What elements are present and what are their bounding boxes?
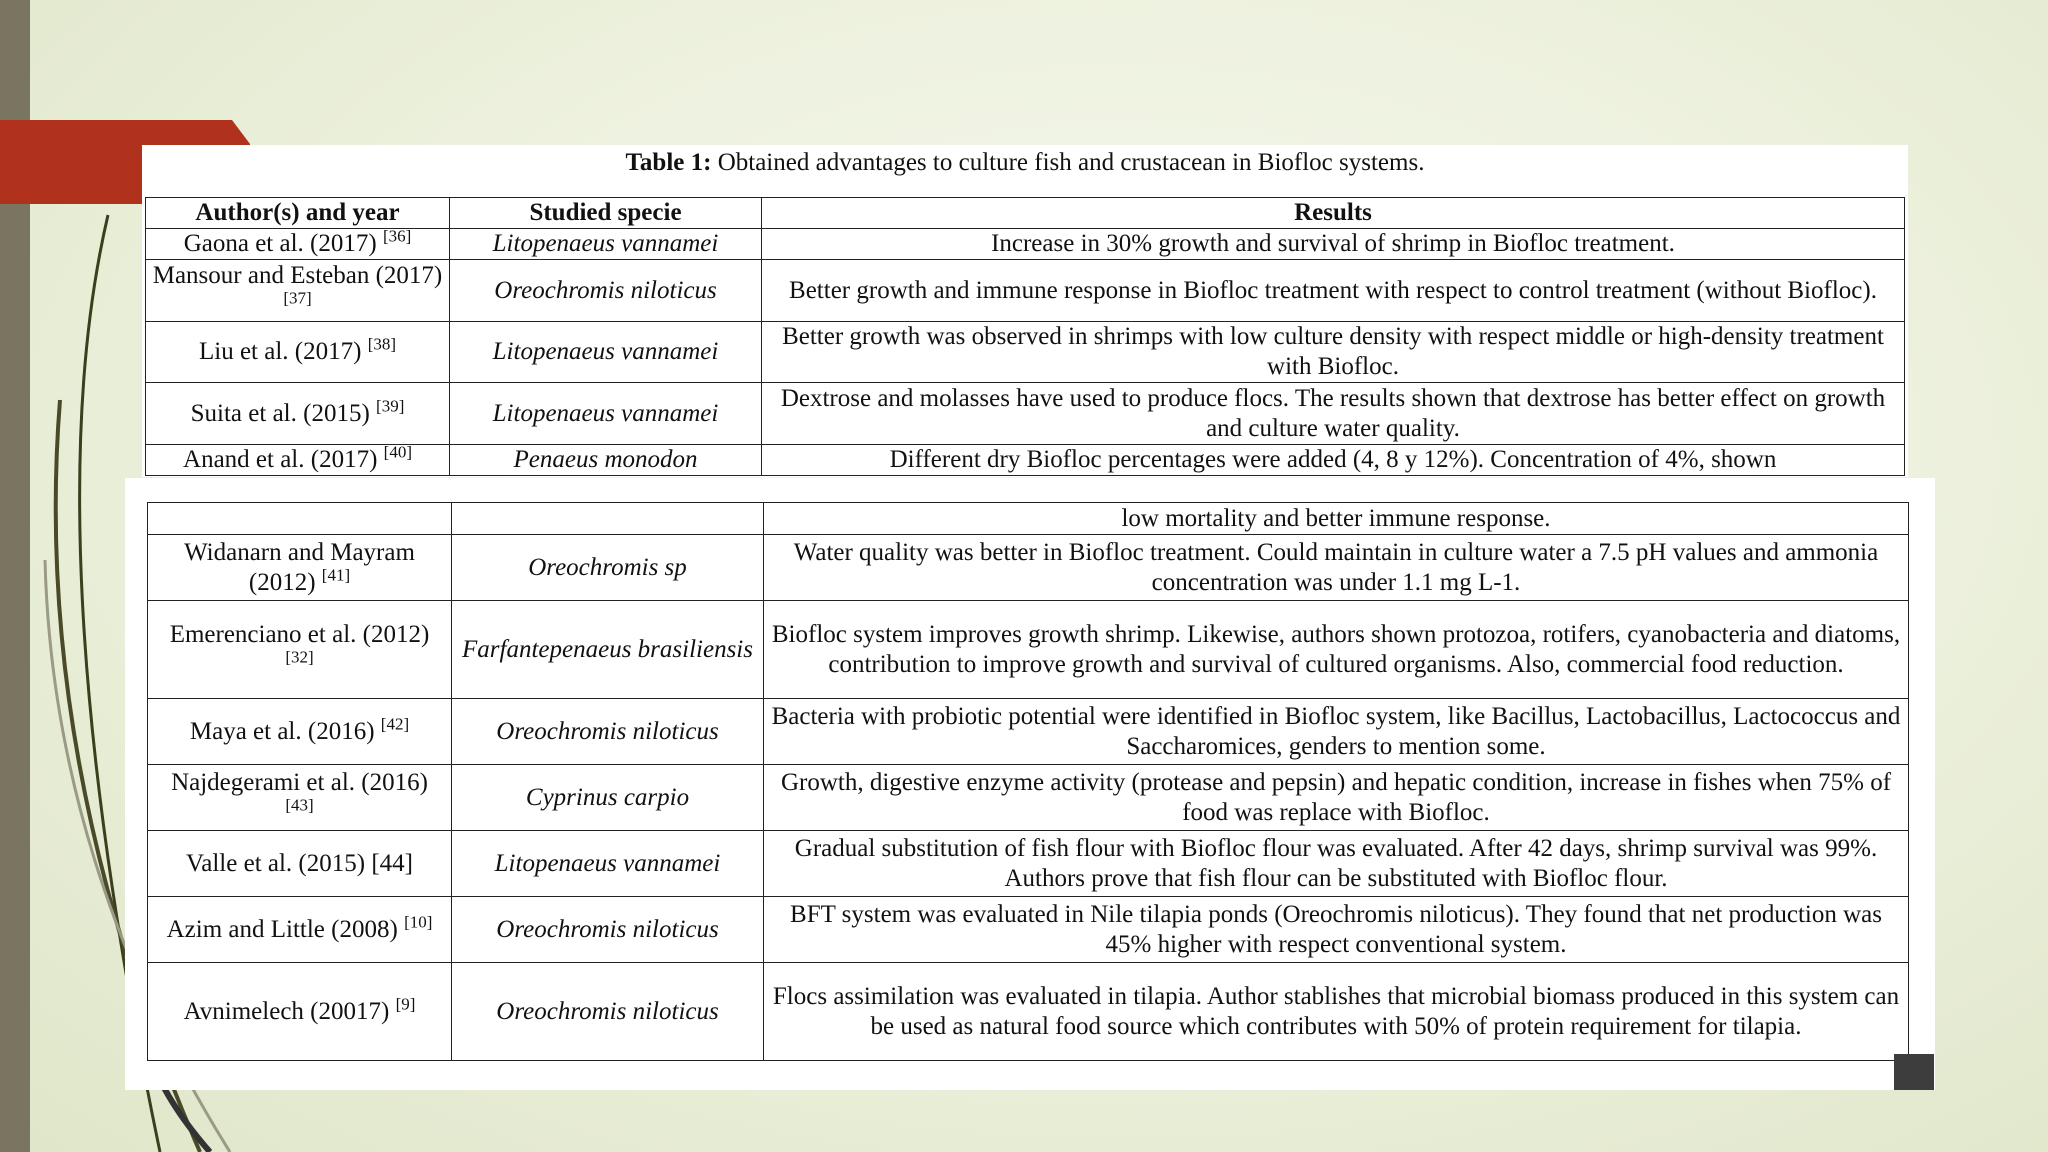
table-image-bottom: [125, 478, 1935, 1090]
author-cell: Widanarn and Mayram (2012) [41]: [148, 535, 452, 601]
species-cell: Litopenaeus vannamei: [450, 322, 762, 383]
result-cell: Flocs assimilation was evaluated in tilapia. Author stablishes that microbial biomass produced in this system can be used as natural food source which contributes with 50% of protein requirement for tilapia.: [764, 963, 1909, 1061]
author-cell: Liu et al. (2017) [38]: [146, 322, 450, 383]
results-table-top: [145, 197, 1905, 476]
table-row: [148, 699, 1909, 765]
result-cell: Better growth was observed in shrimps with low culture density with respect middle or high-density treatment with Biofloc.: [762, 322, 1905, 383]
table-image-top: [142, 145, 1908, 477]
result-cell: Bacteria with probiotic potential were identified in Biofloc system, like Bacillus, Lactobacillus, Lactococcus and Saccharomices, genders to mention some.: [764, 699, 1909, 765]
author-cell: Mansour and Esteban (2017) [37]: [146, 260, 450, 322]
header-author: Author(s) and year: [146, 198, 450, 229]
table-row: [148, 897, 1909, 963]
table-row: [148, 963, 1909, 1061]
author-cell: Valle et al. (2015) [44]: [148, 831, 452, 897]
table-row: [146, 383, 1905, 445]
species-cell: Oreochromis niloticus: [452, 963, 764, 1061]
corner-marker: [1894, 1054, 1934, 1090]
author-cell: [148, 503, 452, 535]
table-row: [146, 445, 1905, 476]
result-cell: Dextrose and molasses have used to produce flocs. The results shown that dextrose has better effect on growth and culture water quality.: [762, 383, 1905, 445]
result-cell: Different dry Biofloc percentages were added (4, 8 y 12%). Concentration of 4%, shown: [762, 445, 1905, 476]
header-species: Studied specie: [450, 198, 762, 229]
table-row: [148, 535, 1909, 601]
species-cell: Oreochromis niloticus: [450, 260, 762, 322]
species-cell: Oreochromis niloticus: [452, 699, 764, 765]
result-cell: Water quality was better in Biofloc treatment. Could maintain in culture water a 7.5 pH values and ammonia concentration was under 1.1 mg L-1.: [764, 535, 1909, 601]
table-header-row: [146, 198, 1905, 229]
species-cell: Litopenaeus vannamei: [450, 383, 762, 445]
result-cell: Growth, digestive enzyme activity (protease and pepsin) and hepatic condition, increase in fishes when 75% of food was replace with Biofloc.: [764, 765, 1909, 831]
author-cell: Najdegerami et al. (2016) [43]: [148, 765, 452, 831]
species-cell: Litopenaeus vannamei: [450, 229, 762, 260]
table-row: [148, 601, 1909, 699]
author-cell: Anand et al. (2017) [40]: [146, 445, 450, 476]
result-cell: low mortality and better immune response.: [764, 503, 1909, 535]
table-row: [146, 260, 1905, 322]
table-row: [148, 765, 1909, 831]
species-cell: Farfantepenaeus brasiliensis: [452, 601, 764, 699]
result-cell: Better growth and immune response in Biofloc treatment with respect to control treatment (without Biofloc).: [762, 260, 1905, 322]
table-row: [148, 503, 1909, 535]
species-cell: Cyprinus carpio: [452, 765, 764, 831]
author-cell: Azim and Little (2008) [10]: [148, 897, 452, 963]
species-cell: Oreochromis sp: [452, 535, 764, 601]
table-row: [148, 831, 1909, 897]
species-cell: [452, 503, 764, 535]
result-cell: Biofloc system improves growth shrimp. Likewise, authors shown protozoa, rotifers, cyanobacteria and diatoms, contribution to improve growth and survival of cultured organisms. Also, commercial food reduction.: [764, 601, 1909, 699]
author-cell: Avnimelech (20017) [9]: [148, 963, 452, 1061]
species-cell: Litopenaeus vannamei: [452, 831, 764, 897]
author-cell: Emerenciano et al. (2012) [32]: [148, 601, 452, 699]
author-cell: Suita et al. (2015) [39]: [146, 383, 450, 445]
author-cell: Maya et al. (2016) [42]: [148, 699, 452, 765]
result-cell: BFT system was evaluated in Nile tilapia ponds (Oreochromis niloticus). They found that net production was 45% higher with respect conventional system.: [764, 897, 1909, 963]
result-cell: Gradual substitution of fish flour with Biofloc flour was evaluated. After 42 days, shrimp survival was 99%. Authors prove that fish flour can be substituted with Biofloc flour.: [764, 831, 1909, 897]
header-results: Results: [762, 198, 1905, 229]
species-cell: Oreochromis niloticus: [452, 897, 764, 963]
results-table-bottom: [147, 502, 1909, 1061]
table-caption: Table 1: Obtained advantages to culture fish and crustacean in Biofloc systems.: [625, 149, 1425, 176]
table-row: [146, 229, 1905, 260]
species-cell: Penaeus monodon: [450, 445, 762, 476]
author-cell: Gaona et al. (2017) [36]: [146, 229, 450, 260]
result-cell: Increase in 30% growth and survival of shrimp in Biofloc treatment.: [762, 229, 1905, 260]
table-row: [146, 322, 1905, 383]
